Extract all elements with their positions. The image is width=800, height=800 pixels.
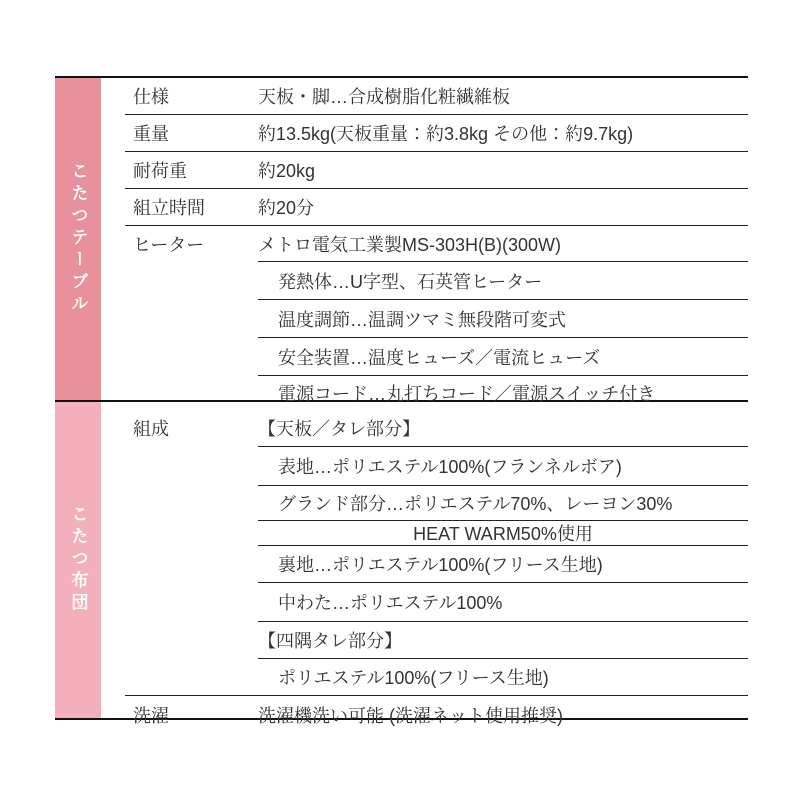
- spec-subrow-uraji: 裏地…ポリエステル100%(フリース生地): [258, 546, 748, 583]
- spec-row-sentaku: [125, 696, 748, 733]
- spec-row-label: 洗濯: [133, 705, 169, 726]
- spec-row-shiyou: [125, 78, 748, 115]
- spec-row-value: 【天板／タレ部分】: [258, 409, 748, 447]
- spec-row-value: 洗濯機洗い可能 (洗濯ネット使用推奨): [258, 705, 563, 726]
- spec-row-sosei: [125, 409, 748, 447]
- spec-row-label: 仕様: [133, 87, 169, 107]
- spec-row-polyester: [125, 659, 748, 696]
- spec-row-label-empty: [125, 622, 258, 659]
- spec-subrow-hatsunetsutai: 発熱体…U字型、石英管ヒーター: [258, 262, 748, 300]
- spec-row-value: 約13.5kg(天板重量：約3.8kg その他：約9.7kg): [258, 124, 634, 144]
- spec-row-kumitate: [125, 189, 748, 226]
- spec-row-taikaju: [125, 152, 748, 189]
- spec-table: [125, 78, 748, 733]
- spec-subrow-anzensochi: 安全装置…温度ヒューズ／電流ヒューズ: [258, 338, 748, 376]
- spec-subrow-omoteji: 表地…ポリエステル100%(フランネルボア): [258, 447, 748, 486]
- spec-row-label: ヒーター: [133, 235, 205, 255]
- spec-row-heater: [125, 226, 748, 262]
- spec-row-juryo: [125, 115, 748, 152]
- spec-row-label: 重量: [133, 124, 169, 144]
- spec-row-label-empty: [125, 659, 258, 695]
- spec-subrow-dengencode: 電源コード…丸打ちコード／電源スイッチ付き: [278, 383, 656, 404]
- spec-row-yosumitare: [125, 622, 748, 659]
- kotatsu-futon-section-bar: [55, 402, 101, 718]
- spec-row-value: 天板・脚…合成樹脂化粧繊維板: [258, 87, 510, 107]
- spec-row-label: 組立時間: [133, 198, 205, 218]
- spec-row-label: 組成: [133, 419, 169, 439]
- spec-row-value: メトロ電気工業製MS-303H(B)(300W): [258, 226, 748, 262]
- spec-subrow-heatwarm: HEAT WARM50%使用: [258, 521, 748, 546]
- kotatsu-table-section-label: こたつテーブル: [68, 162, 88, 316]
- spec-row-value: 約20kg: [258, 161, 316, 181]
- spec-row-value: ポリエステル100%(フリース生地): [278, 668, 549, 688]
- spec-row-value: 【四隅タレ部分】: [258, 622, 748, 659]
- spec-subrow-ondochosetsu: 温度調節…温調ツマミ無段階可変式: [258, 300, 748, 338]
- spec-row-value: 約20分: [258, 198, 315, 218]
- spec-subrow-nakawata: 中わた…ポリエステル100%: [258, 583, 748, 622]
- kotatsu-futon-section-label: こたつ布団: [68, 505, 88, 615]
- kotatsu-table-section-bar: [55, 78, 101, 400]
- spec-subrow-ground: グランド部分…ポリエステル70%、レーヨン30%: [258, 486, 748, 521]
- spec-row-label: 耐荷重: [133, 161, 187, 181]
